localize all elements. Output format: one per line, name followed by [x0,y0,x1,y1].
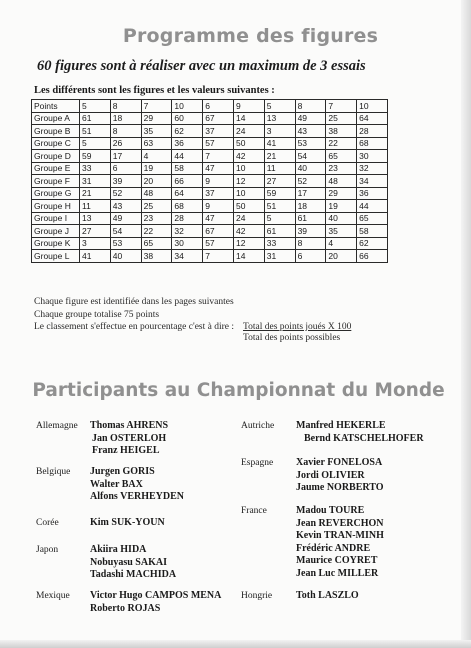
table-cell: 39 [110,175,141,188]
table-cell: 30 [172,237,203,250]
table-cell: 65 [357,212,388,225]
table-cell: 18 [295,200,326,213]
table-cell: 53 [110,237,141,250]
participant-name: Manfred HEKERLE [296,420,386,431]
participant-name: Akiira HIDA [90,544,147,555]
figures-table-body [32,100,388,263]
table-cell: 11 [264,162,295,175]
country-label: Espagne [241,458,274,468]
table-cell: 44 [172,150,203,163]
table-cell: 52 [110,187,141,200]
participant-name: Jan OSTERLOH [92,432,167,444]
participant-name: Bernd KATSCHELHOFER [304,432,424,444]
table-cell: 50 [233,137,264,150]
table-cell: 61 [264,225,295,238]
page-edge-right [461,0,471,648]
table-cell: 17 [110,150,141,163]
participant-name: Tadashi MACHIDA [90,569,177,581]
table-header-row [32,100,388,113]
participants-title: Participants au Championnat du Monde [32,380,445,401]
country-label: Japon [36,545,59,555]
table-cell: 50 [233,200,264,213]
formula-denominator: Total des points possibles [243,333,341,343]
table-cell: 34 [172,250,203,263]
table-cell: 40 [326,212,357,225]
table-cell: 52 [295,175,326,188]
participant-name: Kim SUK-YOUN [90,517,165,528]
table-cell: 7 [326,100,357,113]
participant-name: Franz HEIGEL [92,445,160,457]
table-cell: 6 [110,162,141,175]
table-cell: 65 [141,237,172,250]
table-cell: 5 [264,212,295,225]
table-cell: 51 [264,200,295,213]
table-cell: 37 [203,125,234,138]
table-row [32,212,388,225]
table-cell: 23 [326,162,357,175]
table-cell: 33 [80,162,111,175]
table-cell: 48 [141,187,172,200]
table-cell: 38 [326,125,357,138]
participant-name: Walter BAX [90,478,143,490]
participant-name: Madou TOURE [296,505,365,516]
table-cell: 31 [80,175,111,188]
row-label-cell: Points [32,100,80,113]
table-cell: 26 [110,137,141,150]
participant-name: Jean Luc MILLER [296,567,379,579]
programme-intro: Les différents sont les figures et les valeurs suivantes : [34,85,275,96]
country-label: France [241,506,267,516]
figures-table [31,99,388,263]
table-cell: 4 [326,237,357,250]
participant-name: Jordi OLIVIER [296,469,365,481]
table-cell: 43 [295,125,326,138]
table-cell: 68 [357,137,388,150]
row-label-cell: Groupe I [32,212,80,225]
table-cell: 17 [295,187,326,200]
table-cell: 12 [233,175,264,188]
table-cell: 42 [233,150,264,163]
table-cell: 61 [295,212,326,225]
participant-name: Jurgen GORIS [90,466,155,477]
table-cell: 58 [172,162,203,175]
table-cell: 11 [80,200,111,213]
participant-name: Thomas AHRENS [90,420,169,431]
table-cell: 38 [141,250,172,263]
table-cell: 19 [326,200,357,213]
table-cell: 53 [295,137,326,150]
participant-list [90,466,184,504]
table-cell: 7 [141,100,172,113]
table-cell: 27 [80,225,111,238]
table-cell: 51 [80,125,111,138]
table-row [32,237,388,250]
table-cell: 42 [233,225,264,238]
note-classement: Le classement s'effectue en pourcentage c'est à dire : [34,322,235,332]
table-cell: 21 [264,150,295,163]
table-cell: 61 [80,112,111,125]
programme-title: Programme des figures [122,25,379,47]
table-cell: 32 [357,162,388,175]
table-cell: 35 [326,225,357,238]
table-row [32,187,388,200]
row-label-cell: Groupe J [32,225,80,238]
participant-name: Alfons VERHEYDEN [90,491,184,503]
table-cell: 28 [172,212,203,225]
table-row [32,200,388,213]
table-cell: 22 [141,225,172,238]
table-cell: 64 [357,112,388,125]
note-identification: Chaque figure est identifiée dans les pages suivantes [34,297,234,307]
table-row [32,250,388,263]
row-label-cell: Groupe G [32,187,80,200]
table-cell: 60 [172,112,203,125]
row-label-cell: Groupe K [32,237,80,250]
table-cell: 31 [264,250,295,263]
table-cell: 66 [172,175,203,188]
table-cell: 6 [295,250,326,263]
table-cell: 8 [110,125,141,138]
table-cell: 24 [233,125,264,138]
table-cell: 10 [172,100,203,113]
table-cell: 8 [110,100,141,113]
table-cell: 33 [264,237,295,250]
table-cell: 68 [172,200,203,213]
table-cell: 63 [141,137,172,150]
table-cell: 41 [264,137,295,150]
table-cell: 5 [80,100,111,113]
table-cell: 67 [203,112,234,125]
table-cell: 21 [80,187,111,200]
table-cell: 49 [295,112,326,125]
table-cell: 40 [295,162,326,175]
table-cell: 28 [357,125,388,138]
table-cell: 66 [357,250,388,263]
table-cell: 54 [110,225,141,238]
participant-list [296,457,384,495]
table-cell: 25 [141,200,172,213]
row-label-cell: Groupe D [32,150,80,163]
table-cell: 59 [80,150,111,163]
table-cell: 67 [203,225,234,238]
table-cell: 43 [110,200,141,213]
row-label-cell: Groupe L [32,250,80,263]
participant-list [90,420,168,458]
country-label: Hongrie [241,591,273,601]
table-cell: 10 [357,100,388,113]
participant-list [90,517,165,530]
participant-name: Maurice COYRET [296,555,378,567]
table-cell: 7 [203,250,234,263]
table-row [32,112,388,125]
table-cell: 57 [203,237,234,250]
table-cell: 48 [326,175,357,188]
page-edge-bottom [0,640,471,648]
table-cell: 12 [233,237,264,250]
table-row [32,225,388,238]
table-cell: 22 [326,137,357,150]
table-row [32,175,388,188]
table-cell: 47 [203,212,234,225]
table-cell: 18 [110,112,141,125]
row-label-cell: Groupe A [32,112,80,125]
table-cell: 36 [357,187,388,200]
country-label: Mexique [36,591,70,601]
participant-name: Jaume NORBERTO [296,482,384,494]
country-label: Corée [36,518,59,528]
table-cell: 57 [203,137,234,150]
country-label: Autriche [241,421,275,431]
table-cell: 34 [357,175,388,188]
participant-name: Kevin TRAN-MINH [296,530,384,542]
table-cell: 24 [233,212,264,225]
country-label: Belgique [36,467,71,477]
table-cell: 20 [326,250,357,263]
programme-subtitle: 60 figures sont à réaliser avec un maximum de 3 essais [37,58,366,74]
table-cell: 41 [80,250,111,263]
table-cell: 9 [203,200,234,213]
participant-list [90,590,221,615]
table-cell: 7 [203,150,234,163]
table-cell: 4 [141,150,172,163]
participant-list [296,420,424,445]
table-cell: 5 [264,100,295,113]
note-total: Chaque groupe totalise 75 points [34,310,160,320]
table-cell: 64 [172,187,203,200]
table-row [32,125,388,138]
table-cell: 13 [264,112,295,125]
table-cell: 5 [80,137,111,150]
table-cell: 25 [326,112,357,125]
table-cell: 27 [264,175,295,188]
table-cell: 32 [172,225,203,238]
table-cell: 10 [233,187,264,200]
table-cell: 39 [295,225,326,238]
row-label-cell: Groupe C [32,137,80,150]
table-cell: 9 [233,100,264,113]
participant-name: Roberto ROJAS [90,602,161,614]
participant-name: Frédéric ANDRE [296,542,371,554]
table-cell: 14 [233,250,264,263]
participant-list [296,505,384,581]
table-cell: 13 [80,212,111,225]
table-cell: 29 [326,187,357,200]
table-cell: 3 [80,237,111,250]
table-cell: 62 [357,237,388,250]
participant-name: Xavier FONELOSA [296,457,383,468]
table-cell: 62 [172,125,203,138]
formula-numerator: Total des points joués X 100 [243,322,352,332]
table-cell: 65 [326,150,357,163]
table-cell: 58 [357,225,388,238]
table-cell: 47 [203,162,234,175]
participant-list [90,544,176,582]
table-cell: 20 [141,175,172,188]
table-cell: 10 [233,162,264,175]
participant-name: Nobuyasu SAKAI [90,556,167,568]
table-cell: 8 [295,237,326,250]
row-label-cell: Groupe F [32,175,80,188]
table-cell: 6 [203,100,234,113]
participant-name: Jean REVERCHON [296,517,384,529]
table-cell: 35 [141,125,172,138]
table-cell: 3 [264,125,295,138]
percentage-formula [243,322,351,343]
table-cell: 37 [203,187,234,200]
row-label-cell: Groupe B [32,125,80,138]
table-cell: 36 [172,137,203,150]
participant-name: Victor Hugo CAMPOS MENA [90,590,222,601]
country-label: Allemagne [36,421,78,431]
table-cell: 54 [295,150,326,163]
table-cell: 9 [203,175,234,188]
row-label-cell: Groupe E [32,162,80,175]
row-label-cell: Groupe H [32,200,80,213]
participant-name: Toth LASZLO [296,590,359,601]
table-cell: 23 [141,212,172,225]
table-cell: 19 [141,162,172,175]
table-row [32,162,388,175]
table-cell: 49 [110,212,141,225]
table-row [32,137,388,150]
table-cell: 14 [233,112,264,125]
participant-list [296,590,359,603]
table-cell: 40 [110,250,141,263]
table-cell: 8 [295,100,326,113]
table-cell: 30 [357,150,388,163]
table-cell: 29 [141,112,172,125]
table-cell: 44 [357,200,388,213]
table-row [32,150,388,163]
table-cell: 59 [264,187,295,200]
